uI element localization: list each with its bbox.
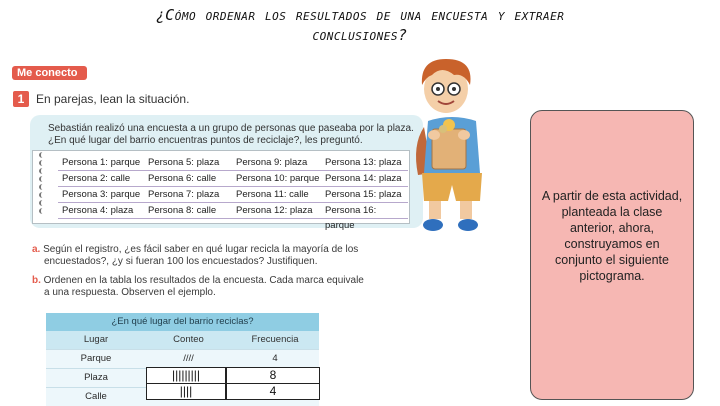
page-title-line-2: conclusiones? <box>312 26 408 44</box>
tally-table-header-row <box>46 331 319 349</box>
header-lugar: Lugar <box>83 334 109 345</box>
response-cell: Persona 6: calle <box>144 171 232 187</box>
question-a-letter: a. <box>32 244 41 255</box>
question-b <box>32 275 364 299</box>
response-cell: Persona 8: calle <box>144 203 232 219</box>
question-b-line-1 <box>32 275 364 287</box>
cell-tally: //// <box>183 353 194 364</box>
response-cell: Persona 1: parque <box>58 155 144 171</box>
response-cell: Persona 15: plaza <box>321 187 408 203</box>
response-cell: Persona 12: plaza <box>232 203 321 219</box>
question-a-text-1: Según el registro, ¿es fácil saber en qué lugar recicla la mayoría de los <box>43 244 359 255</box>
question-b-text-1: Ordenen en la tabla los resultados de la encuesta. Cada marca equivale <box>43 275 364 286</box>
header-frecuencia: Frecuencia <box>251 334 299 345</box>
plaza-tally-answer[interactable]: ||||||||| <box>146 367 226 384</box>
cell-place: Parque <box>80 353 112 364</box>
cell-place: Plaza <box>84 372 108 383</box>
instruction-note <box>530 110 694 400</box>
question-a-line-1 <box>32 244 358 256</box>
response-cell: Persona 2: calle <box>58 171 144 187</box>
story-line-1: Sebastián realizó una encuesta a un grupo de personas que paseaba por la plaza. <box>48 123 414 134</box>
plaza-frequency-answer[interactable]: 8 <box>226 367 320 384</box>
survey-responses-grid <box>58 155 408 231</box>
question-b-text-2: a una respuesta. Observen el ejemplo. <box>44 287 216 298</box>
response-cell: Persona 13: plaza <box>321 155 408 171</box>
response-cell: Persona 4: plaza <box>58 203 144 219</box>
response-cell: Persona 11: calle <box>232 187 321 203</box>
table-row <box>46 349 319 368</box>
response-cell: Persona 5: plaza <box>144 155 232 171</box>
calle-frequency-answer[interactable]: 4 <box>226 383 320 400</box>
cell-place: Calle <box>85 391 107 402</box>
activity-intro: En parejas, lean la situación. <box>36 92 190 106</box>
question-b-letter: b. <box>32 275 41 286</box>
response-cell: Persona 10: parque <box>232 171 321 187</box>
question-a-text-2: encuestados?, ¿y si fueran 100 los encuestados? Justifiquen. <box>44 256 318 267</box>
activity-number: 1 <box>13 91 29 107</box>
notebook-spiral <box>34 150 48 222</box>
response-cell: Persona 9: plaza <box>232 155 321 171</box>
cell-frequency: 4 <box>272 353 278 364</box>
page-title-line-1: ¿Cómo ordenar los resultados de una encuesta y extraer <box>155 6 565 24</box>
story-text <box>48 123 414 147</box>
response-cell: Persona 7: plaza <box>144 187 232 203</box>
tally-table-title: ¿En qué lugar del barrio reciclas? <box>46 313 319 331</box>
response-cell: Persona 16: parque <box>321 203 408 219</box>
story-line-2: ¿En qué lugar del barrio encuentras puntos de reciclaje?, les preguntó. <box>48 135 363 146</box>
response-cell: Persona 14: plaza <box>321 171 408 187</box>
instruction-text: A partir de esta actividad, planteada la clase anterior, ahora, construyamos en conjunto el siguiente pictograma. <box>541 189 683 283</box>
calle-tally-answer[interactable]: |||| <box>146 383 226 400</box>
header-conteo: Conteo <box>173 334 204 345</box>
boy-illustration <box>402 55 502 233</box>
response-cell: Persona 3: parque <box>58 187 144 203</box>
section-badge: Me conecto <box>12 66 87 80</box>
question-a <box>32 244 358 268</box>
